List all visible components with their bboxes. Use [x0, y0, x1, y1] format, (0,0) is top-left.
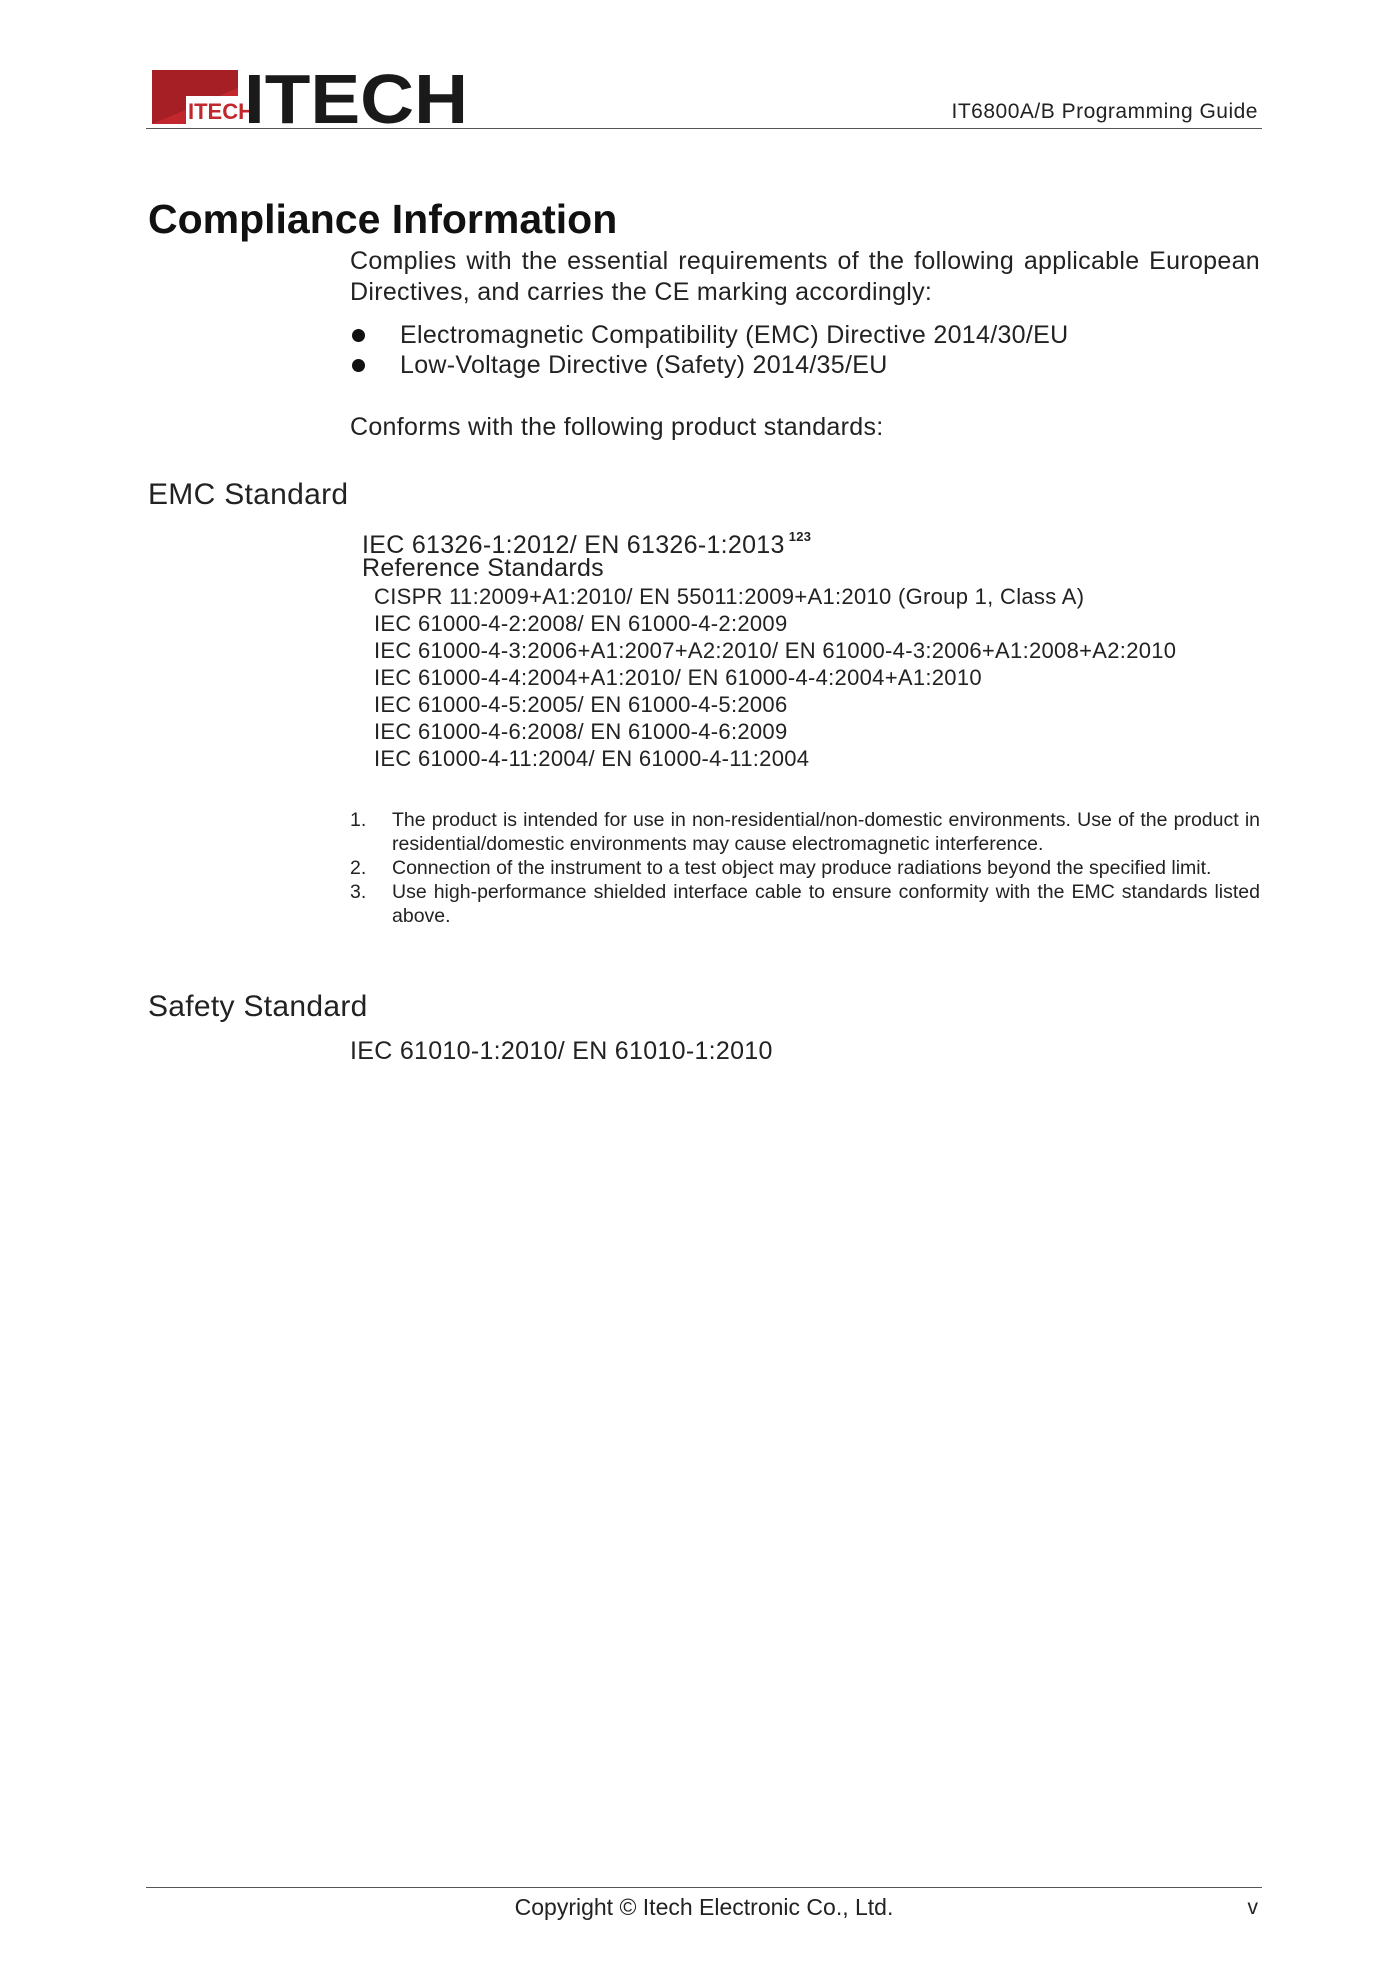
logo-wordmark: ITECH: [244, 66, 468, 126]
list-item: IEC 61000-4-11:2004/ EN 61000-4-11:2004: [374, 746, 810, 771]
list-item: IEC 61000-4-6:2008/ EN 61000-4-6:2009: [374, 719, 788, 744]
copyright-text: Copyright © Itech Electronic Co., Ltd.: [514, 1894, 894, 1920]
reference-standards-title: Reference Standards: [362, 554, 604, 582]
page-title: Compliance Information: [148, 196, 618, 242]
emc-notes-list: [350, 808, 1260, 928]
bullet-icon: [352, 329, 365, 342]
note-text: Use high-performance shielded interface cable to ensure conformity with the EMC standards listed above.: [392, 881, 1260, 927]
directive-list: [350, 320, 1068, 380]
note-number: 2.: [350, 857, 367, 879]
note-number: 1.: [350, 809, 367, 831]
page-number: v: [1247, 1896, 1258, 1919]
intro-paragraph: Complies with the essential requirements of the following applicable European Directives, and carries the CE marking accordingly:: [350, 247, 1260, 306]
logo-badge-text: ITECH: [188, 99, 254, 124]
conforms-text: Conforms with the following product standards:: [350, 413, 884, 441]
reference-standards-list: [374, 583, 1176, 772]
list-item: [350, 880, 1260, 928]
itech-logo: [152, 66, 472, 126]
document-title: IT6800A/B Programming Guide: [951, 100, 1258, 123]
directive-text: Low-Voltage Directive (Safety) 2014/35/EU: [400, 351, 888, 379]
emc-main-standard-text: IEC 61326-1:2012/ EN 61326-1:2013: [362, 531, 785, 559]
list-item: IEC 61000-4-5:2005/ EN 61000-4-5:2006: [374, 692, 788, 717]
note-number: 3.: [350, 881, 367, 903]
note-text: Connection of the instrument to a test object may produce radiations beyond the specified limit.: [392, 857, 1212, 879]
page-footer: [146, 1887, 1262, 1928]
list-item: CISPR 11:2009+A1:2010/ EN 55011:2009+A1:2010 (Group 1, Class A): [374, 584, 1085, 609]
page-header: [146, 60, 1262, 129]
directive-text: Electromagnetic Compatibility (EMC) Directive 2014/30/EU: [400, 321, 1069, 349]
list-item: [350, 856, 1260, 880]
list-item: IEC 61000-4-2:2008/ EN 61000-4-2:2009: [374, 611, 788, 636]
emc-section-heading: EMC Standard: [148, 478, 349, 511]
note-text: The product is intended for use in non-residential/non-domestic environments. Use of the product in residential/domestic environments may cause electromagnetic interference.: [392, 809, 1260, 855]
safety-section-heading: Safety Standard: [148, 990, 368, 1023]
list-item: [350, 320, 1068, 350]
bullet-icon: [352, 359, 365, 372]
list-item: IEC 61000-4-3:2006+A1:2007+A2:2010/ EN 61000-4-3:2006+A1:2008+A2:2010: [374, 638, 1177, 663]
list-item: [350, 808, 1260, 856]
list-item: [350, 350, 1068, 380]
safety-standard-text: IEC 61010-1:2010/ EN 61010-1:2010: [350, 1037, 773, 1065]
list-item: IEC 61000-4-4:2004+A1:2010/ EN 61000-4-4:2004+A1:2010: [374, 665, 982, 690]
footnote-refs: 123: [788, 529, 812, 544]
